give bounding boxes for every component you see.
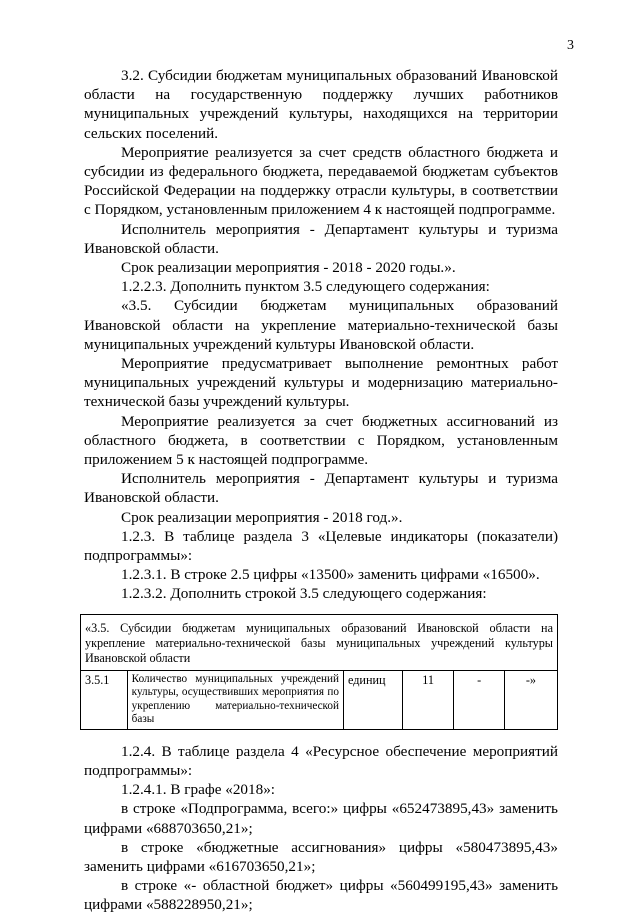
table-header-cell: «3.5. Субсидии бюджетам муниципальных образований Ивановской области на укрепление материально-технической базы муниципальных учреждений культуры Ивановской области <box>81 614 558 670</box>
row-unit-cell: единиц <box>343 670 402 729</box>
row-value-2020-cell: -» <box>504 670 557 729</box>
paragraph: 1.2.4.1. В графе «2018»: <box>121 781 276 799</box>
row-description-cell: Количество муниципальных учреждений культуры, осуществивших мероприятия по укреплению материально-технической базы <box>127 670 343 729</box>
row-value-2019-cell: - <box>454 670 504 729</box>
document-body <box>84 66 558 915</box>
paragraph: Исполнитель мероприятия - Департамент культуры и туризма Ивановской области. <box>84 220 558 257</box>
paragraph: 1.2.3.1. В строке 2.5 цифры «13500» заменить цифрами «16500». <box>121 566 540 584</box>
paragraph: 1.2.3.2. Дополнить строкой 3.5 следующего содержания: <box>121 585 487 603</box>
paragraph: Мероприятие реализуется за счет средств областного бюджета и субсидии из федерального бюджета, передаваемой бюджетам субъектов Российской Федерации на поддержку отрасли культуры, в соответствии с Порядком, установленным приложением 4 к настоящей подпрограмме. <box>84 143 558 219</box>
paragraph: Исполнитель мероприятия - Департамент культуры и туризма Ивановской области. <box>84 470 558 507</box>
paragraph: 1.2.2.3. Дополнить пунктом 3.5 следующего содержания: <box>121 278 490 296</box>
paragraph: 1.2.3. В таблице раздела 3 «Целевые индикаторы (показатели) подпрограммы»: <box>84 527 558 565</box>
paragraph: Мероприятие предусматривает выполнение ремонтных работ муниципальных учреждений культуры и модернизацию материально-технической базы учреждений культуры. <box>84 355 558 411</box>
table-header-row <box>81 614 558 670</box>
row-number-cell: 3.5.1 <box>81 670 128 729</box>
paragraph: Мероприятие реализуется за счет бюджетных ассигнований из областного бюджета, в соответствии с Порядком, установленным приложением 5 к настоящей подпрограмме. <box>84 412 558 469</box>
paragraph: в строке «бюджетные ассигнования» цифры «580473895,43» заменить цифрами «616703650,21»; <box>84 838 558 875</box>
paragraph: 3.2. Субсидии бюджетам муниципальных образований Ивановской области на государственную поддержку лучших работников муниципальных учреждений культуры, находящихся на территории сельских поселений. <box>84 67 558 142</box>
row-value-2018-cell: 11 <box>402 670 454 729</box>
page-number: 3 <box>567 38 574 53</box>
paragraph: 1.2.4. В таблице раздела 4 «Ресурсное обеспечение мероприятий подпрограммы»: <box>84 742 558 779</box>
paragraph: Срок реализации мероприятия - 2018 год.». <box>121 508 403 526</box>
paragraph: в строке «- областной бюджет» цифры «560499195,43» заменить цифрами «588228950,21»; <box>84 877 558 914</box>
paragraph: в строке «Подпрограмма, всего:» цифры «652473895,43» заменить цифрами «688703650,21»; <box>84 800 558 837</box>
indicators-table <box>80 614 558 730</box>
table-row <box>81 670 558 729</box>
paragraph: «3.5. Субсидии бюджетам муниципальных образований Ивановской области на укрепление материально-технической базы муниципальных учреждений культуры Ивановской области. <box>84 297 558 353</box>
paragraph: Срок реализации мероприятия - 2018 - 2020 годы.». <box>121 259 456 277</box>
